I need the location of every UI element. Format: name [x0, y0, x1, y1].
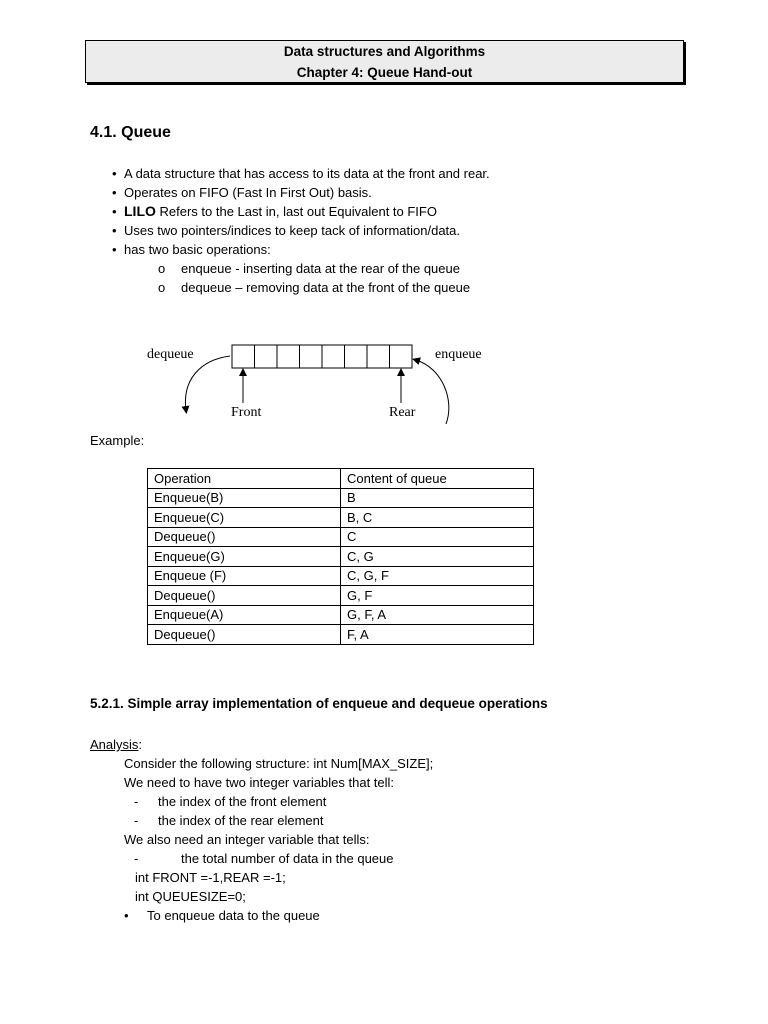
- analysis-line: We also need an integer variable that tells:: [124, 832, 370, 847]
- bullet-text: has two basic operations:: [124, 242, 271, 257]
- table-header-cell: Operation: [148, 469, 341, 489]
- dash-marker: -: [134, 851, 139, 866]
- dequeue-curve-arrow: [185, 356, 230, 410]
- bullet-text: A data structure that has access to its data at the front and rear.: [124, 166, 490, 181]
- dash-text: the index of the front element: [158, 794, 327, 809]
- table-row: [148, 605, 534, 625]
- table-cell: Dequeue(): [148, 586, 341, 606]
- bullet-item: [112, 164, 712, 183]
- lilo-text: Refers to the Last in, last out Equivalent to FIFO: [155, 204, 437, 219]
- bullet-icon: •: [112, 185, 117, 200]
- analysis-heading: [90, 735, 710, 754]
- analysis-label: Analysis: [90, 737, 139, 752]
- section-title-queue: 4.1. Queue: [90, 124, 171, 141]
- bullet-icon: •: [112, 223, 117, 238]
- table-cell: C: [341, 527, 534, 547]
- table-row: [148, 508, 534, 528]
- table-row: [148, 566, 534, 586]
- table-cell: G, F, A: [341, 605, 534, 625]
- bullet-icon: •: [112, 242, 117, 257]
- table-cell: Enqueue(B): [148, 488, 341, 508]
- bullet-text: Uses two pointers/indices to keep tack of information/data.: [124, 223, 461, 238]
- queue-bullet-list: [112, 164, 712, 297]
- table-cell: B, C: [341, 508, 534, 528]
- dash-text: the total number of data in the queue: [181, 851, 394, 866]
- queue-operations-table: [147, 468, 534, 645]
- bullet-icon: •: [124, 908, 129, 923]
- queue-diagram: [0, 330, 768, 430]
- table-row: [148, 586, 534, 606]
- example-label: Example:: [90, 433, 145, 448]
- bullet-icon: •: [112, 204, 117, 219]
- table-cell: Enqueue(C): [148, 508, 341, 528]
- bullet-icon: •: [112, 166, 117, 181]
- table-cell: Enqueue (F): [148, 566, 341, 586]
- table-header-cell: Content of queue: [341, 469, 534, 489]
- table-cell: F, A: [341, 625, 534, 645]
- table-cell: B: [341, 488, 534, 508]
- sub-bullet-text: dequeue – removing data at the front of the queue: [181, 280, 471, 295]
- sub-bullet-text: enqueue - inserting data at the rear of the queue: [181, 261, 460, 276]
- table-cell: Enqueue(G): [148, 547, 341, 567]
- enqueue-curve-arrow: [416, 360, 449, 424]
- sub-bullet-marker: o: [158, 280, 166, 295]
- table-row: [148, 488, 534, 508]
- analysis-line: We need to have two integer variables that tell:: [124, 775, 395, 790]
- bullet-item: [112, 221, 712, 240]
- table-cell: Dequeue(): [148, 527, 341, 547]
- section-title-array-implementation: 5.2.1. Simple array implementation of enqueue and dequeue operations: [90, 696, 548, 711]
- table-cell: Dequeue(): [148, 625, 341, 645]
- dash-marker: -: [134, 813, 139, 828]
- dash-text: the index of the rear element: [158, 813, 324, 828]
- sub-bullet-item: [112, 278, 712, 297]
- sub-bullet-item: [112, 259, 712, 278]
- table-row: [148, 547, 534, 567]
- bullet-item: [112, 183, 712, 202]
- dequeue-label: dequeue: [147, 347, 194, 362]
- table-cell: G, F: [341, 586, 534, 606]
- bullet-item: [112, 202, 712, 221]
- lilo-term: LILO: [124, 203, 156, 219]
- analysis-block: [90, 735, 710, 925]
- analysis-dash-item: [90, 811, 710, 830]
- front-label: Front: [231, 405, 262, 420]
- table-header-row: [148, 469, 534, 489]
- table-cell: C, G, F: [341, 566, 534, 586]
- rear-label: Rear: [389, 405, 416, 420]
- analysis-dash-item: [90, 849, 710, 868]
- document-header: [85, 40, 684, 83]
- dash-marker: -: [134, 794, 139, 809]
- bullet-text: Operates on FIFO (Fast In First Out) basis.: [124, 185, 372, 200]
- header-course-title: Data structures and Algorithms: [283, 44, 486, 59]
- analysis-dash-item: [90, 792, 710, 811]
- code-line: int FRONT =-1,REAR =-1;: [135, 870, 286, 885]
- analysis-colon: :: [138, 737, 143, 752]
- analysis-line: Consider the following structure: int Num[MAX_SIZE];: [124, 756, 434, 771]
- header-chapter-title: Chapter 4: Queue Hand-out: [296, 65, 473, 80]
- table-row: [148, 625, 534, 645]
- bullet-text: To enqueue data to the queue: [147, 908, 320, 923]
- bullet-item: [112, 240, 712, 259]
- table-cell: C, G: [341, 547, 534, 567]
- code-line: int QUEUESIZE=0;: [135, 889, 246, 904]
- sub-bullet-marker: o: [158, 261, 166, 276]
- queue-cells: [232, 345, 412, 368]
- analysis-bullet-item: [90, 906, 710, 925]
- table-row: [148, 527, 534, 547]
- enqueue-label: enqueue: [435, 347, 482, 362]
- table-cell: Enqueue(A): [148, 605, 341, 625]
